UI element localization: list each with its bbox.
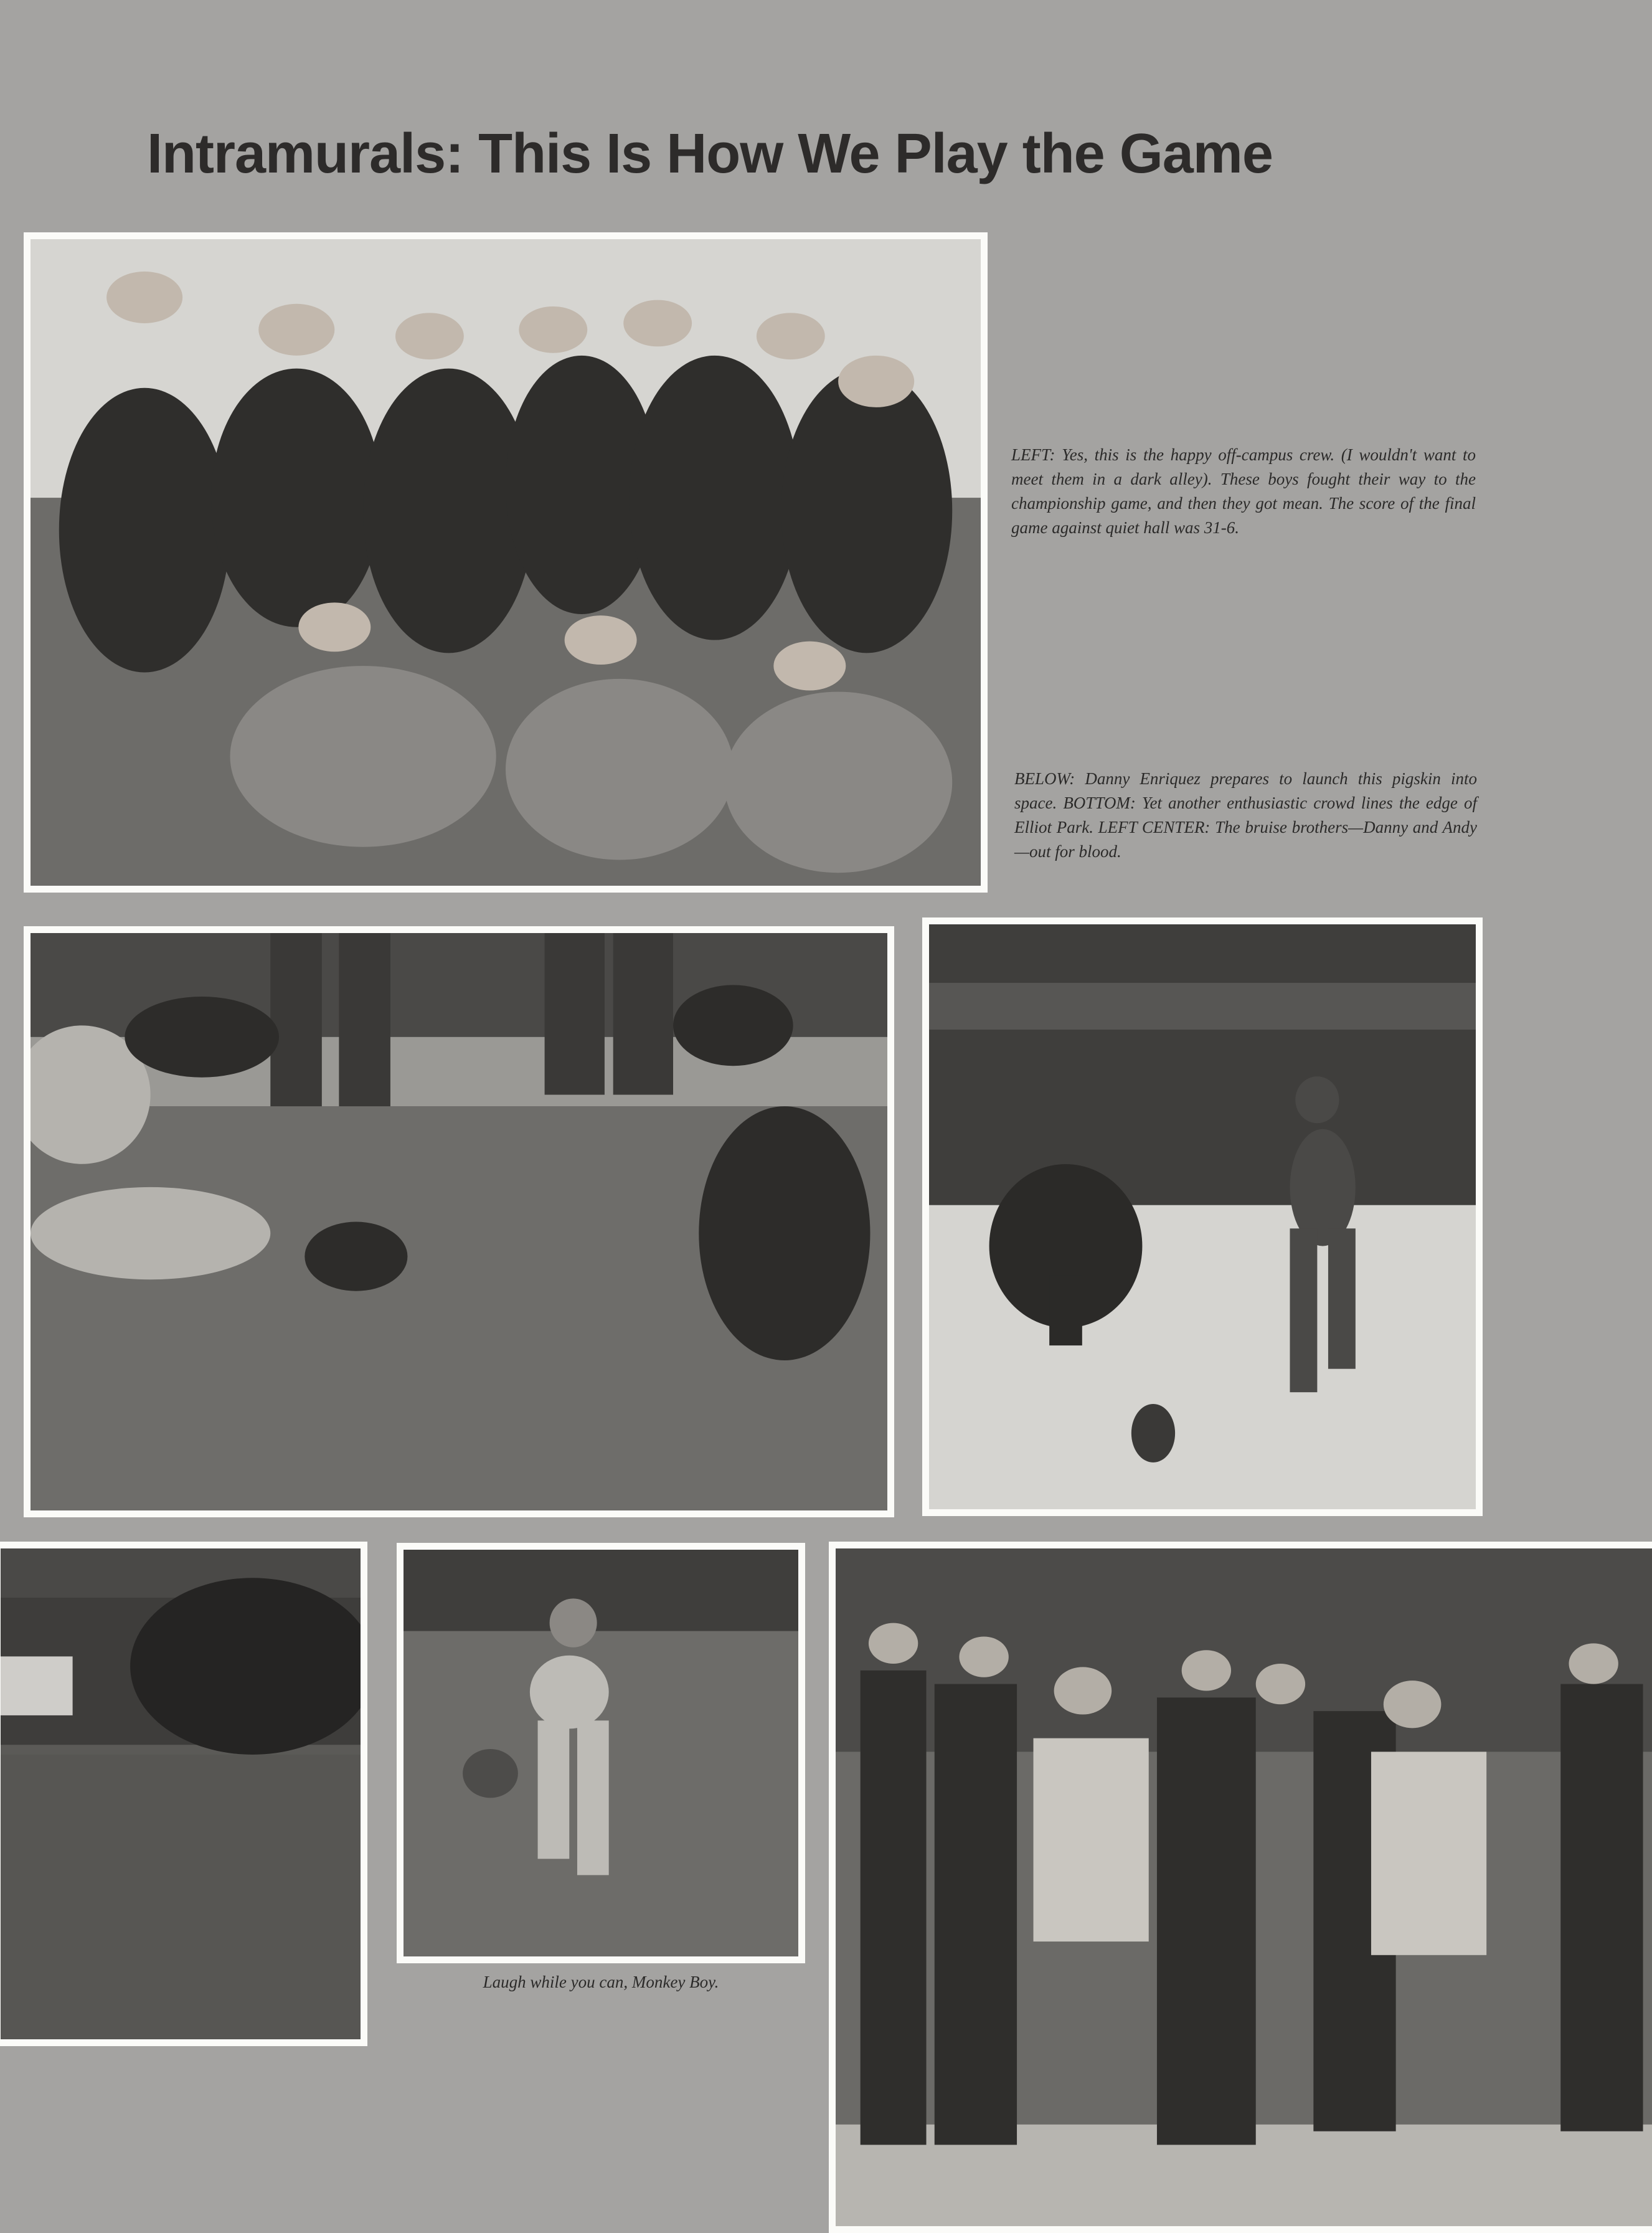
team-group-photo: [24, 232, 988, 893]
page-title: Intramurals: This Is How We Play the Game: [147, 123, 1273, 185]
caption-monkey-boy: Laugh while you can, Monkey Boy.: [483, 1973, 719, 1991]
caption-below: BELOW: Danny Enriquez prepares to launch this pigskin into space. BOTTOM: Yet another enthusiastic crowd lines the edge of Elliot Park. LEFT CENTER: The bruise brothers—Danny and Andy—out for blood.: [1014, 769, 1477, 861]
monkey-boy-photo: [397, 1543, 805, 1963]
caption-left: LEFT: Yes, this is the happy off-campus crew. (I wouldn't want to meet them in a dark alley). These boys fought their way to the championship game, and then they got mean. The score of the final game against quiet hall was 31-6.: [1011, 445, 1476, 537]
line-of-scrimmage-photo: [24, 926, 894, 1517]
kickoff-photo: [922, 917, 1483, 1516]
crowd-photo: [829, 1542, 1652, 2233]
park-edge-photo: [0, 1542, 367, 2046]
